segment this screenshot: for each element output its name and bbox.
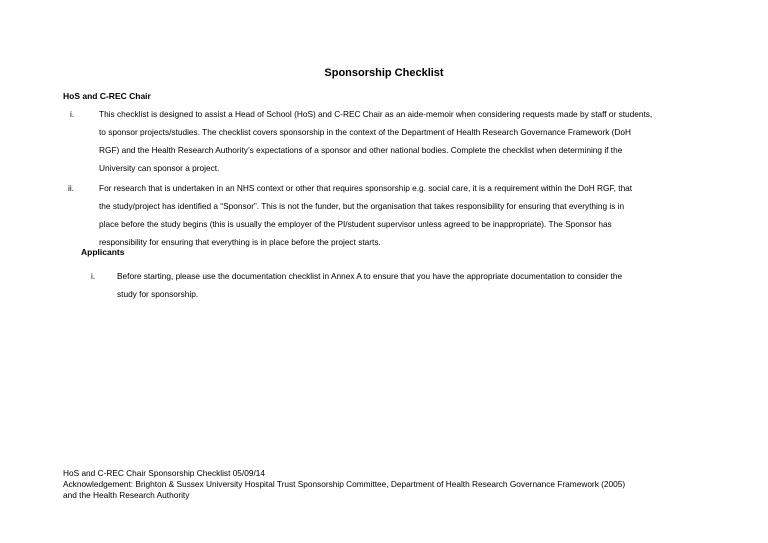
list-item-text xyxy=(117,267,622,303)
list-item-text xyxy=(99,179,632,251)
text-line: For research that is undertaken in an NHS context or other that requires sponsorship e.g. social care, it is a requirement within the DoH RGF, that xyxy=(99,183,633,193)
text-line: Before starting, please use the documentation checklist in Annex A to ensure that you have the appropriate documentation to consider the xyxy=(117,271,623,281)
list-number: ii. xyxy=(68,183,74,193)
list-number: i. xyxy=(70,109,75,119)
footer-line: HoS and C-REC Chair Sponsorship Checklist 05/09/14 xyxy=(63,468,265,478)
list-number: i. xyxy=(91,271,96,281)
text-line: to sponsor projects/studies. The checklist covers sponsorship in the context of the Department of Health Research Governance Framework (DoH xyxy=(99,127,632,137)
section-heading-applicants: Applicants xyxy=(81,247,125,257)
footer-line: and the Health Research Authority xyxy=(63,490,190,500)
footer-line: Acknowledgement: Brighton & Sussex University Hospital Trust Sponsorship Committee, Department of Health Research Governance Framework (2005) xyxy=(63,479,626,489)
text-line: responsibility for ensuring that everything is in place before the project starts. xyxy=(99,237,381,247)
text-line: place before the study begins (this is usually the employer of the PI/student supervisor unless agreed to be inappropriate). The Sponsor has xyxy=(99,219,612,229)
list-item-text xyxy=(99,105,652,177)
text-line: University can sponsor a project. xyxy=(99,163,220,173)
text-line: RGF) and the Health Research Authority’s expectations of a sponsor and other national bodies. Complete the checklist when determining if the xyxy=(99,145,623,155)
text-line: This checklist is designed to assist a Head of School (HoS) and C-REC Chair as an aide-memoir when considering requests made by staff or students, xyxy=(99,109,653,119)
text-line: the study/project has identified a “Sponsor”. This is not the funder, but the organisation that takes responsibility for ensuring that everything is in xyxy=(99,201,625,211)
page-footer xyxy=(63,468,625,501)
document-title: Sponsorship Checklist xyxy=(324,67,444,79)
text-line: study for sponsorship. xyxy=(117,289,199,299)
section-heading-hos: HoS and C-REC Chair xyxy=(63,91,151,101)
